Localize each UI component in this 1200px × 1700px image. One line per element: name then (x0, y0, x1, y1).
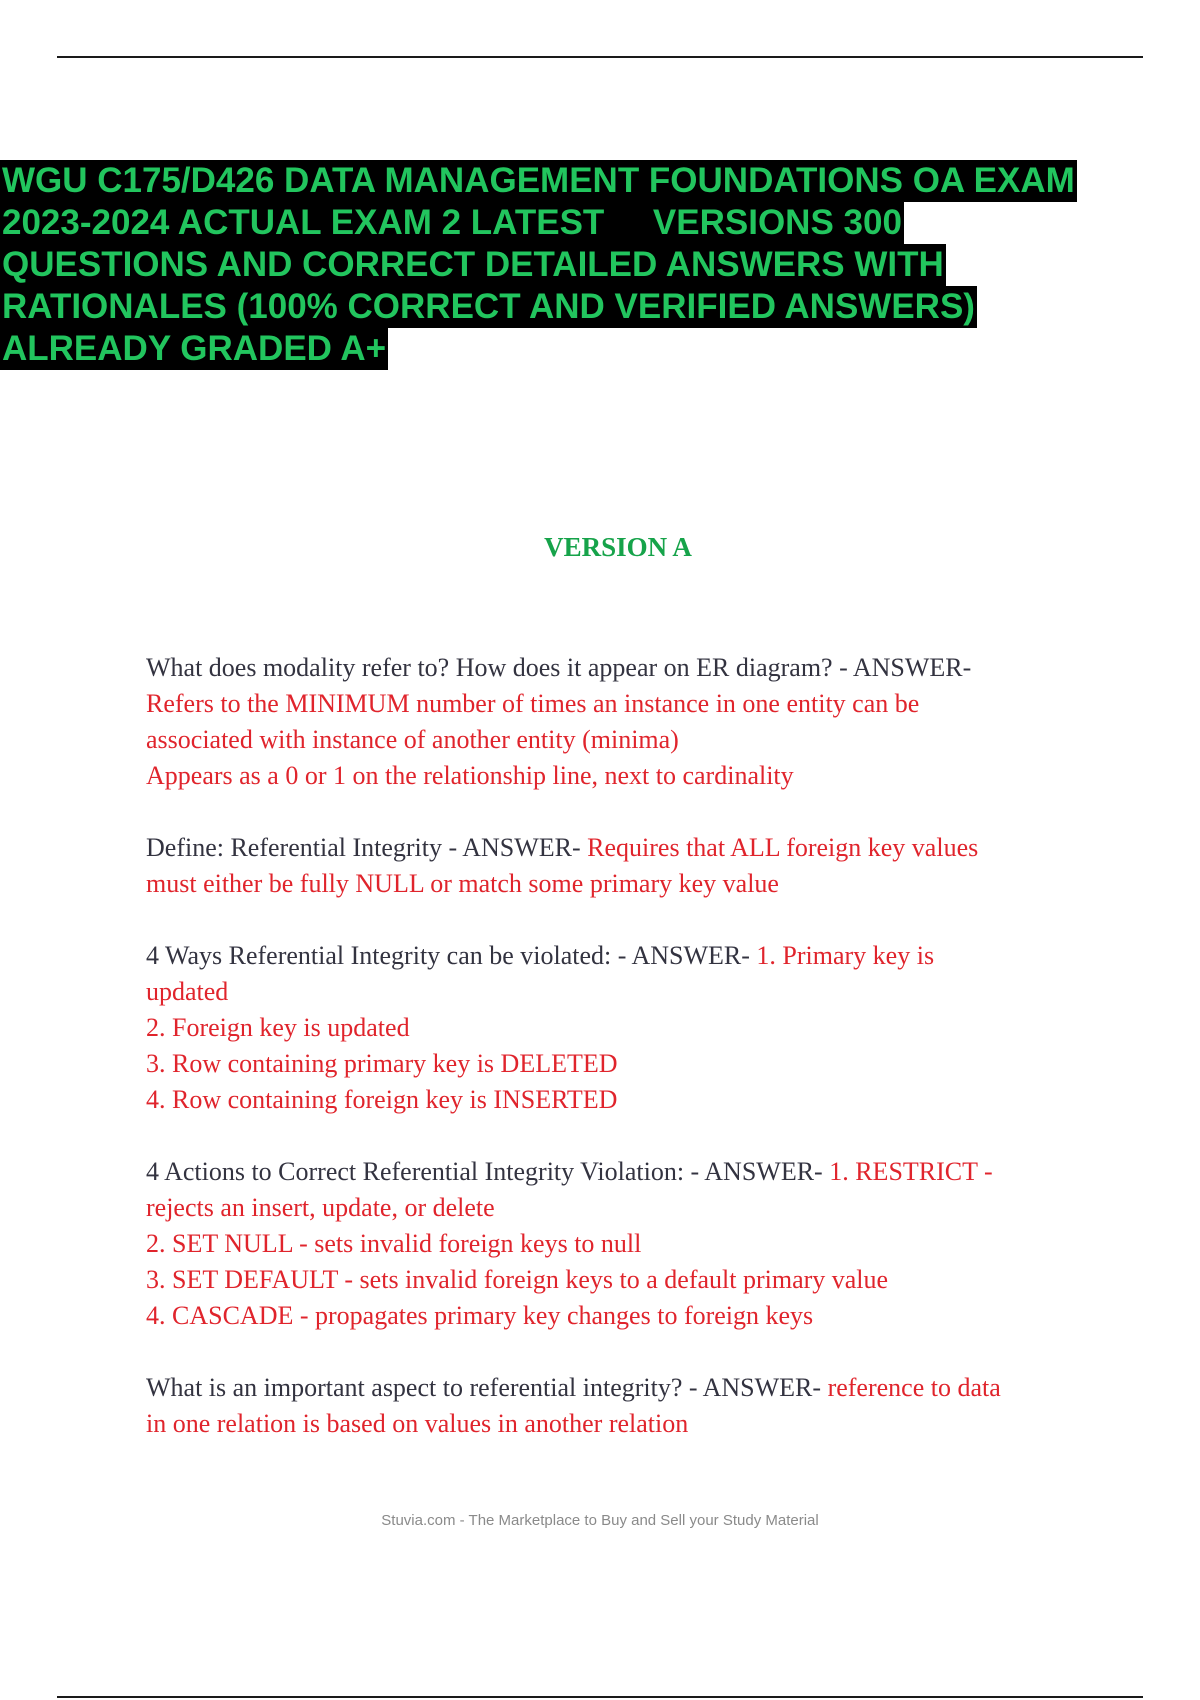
question-line (146, 1154, 1106, 1190)
answer-line: Appears as a 0 or 1 on the relationship line, next to cardinality (146, 761, 794, 790)
title-line: QUESTIONS AND CORRECT DETAILED ANSWERS WITH (2, 245, 944, 284)
question-line (146, 830, 1106, 866)
question-text: 4 Actions to Correct Referential Integrity Violation: - ANSWER- (146, 1157, 823, 1186)
answer-line: rejects an insert, update, or delete (146, 1193, 495, 1222)
answer-line: 2. SET NULL - sets invalid foreign keys to null (146, 1229, 642, 1258)
question-line (146, 1370, 1106, 1406)
title-line: WGU C175/D426 DATA MANAGEMENT FOUNDATIONS OA EXAM (2, 161, 1075, 200)
answer-inline: 1. RESTRICT - (822, 1157, 993, 1186)
answer-line: 2. Foreign key is updated (146, 1013, 410, 1042)
question-text: 4 Ways Referential Integrity can be violated: - ANSWER- (146, 941, 750, 970)
version-heading: VERSION A (544, 532, 692, 562)
qa-item (146, 938, 1106, 1118)
title-line: ALREADY GRADED A+ (2, 329, 387, 368)
answer-line: 4. Row containing foreign key is INSERTED (146, 1085, 618, 1114)
question-line (146, 650, 1106, 686)
answer-line: associated with instance of another entity (minima) (146, 725, 679, 754)
top-divider (57, 56, 1143, 58)
document-title (0, 160, 1150, 370)
question-line (146, 938, 1106, 974)
answer-line: 4. CASCADE - propagates primary key changes to foreign keys (146, 1301, 814, 1330)
answer-line: must either be fully NULL or match some primary key value (146, 869, 779, 898)
question-text: What is an important aspect to referential integrity? - ANSWER- (146, 1373, 822, 1402)
answer-line: in one relation is based on values in another relation (146, 1409, 689, 1438)
question-text: What does modality refer to? How does it appear on ER diagram? - ANSWER- (146, 653, 972, 682)
answer-line: Refers to the MINIMUM number of times an instance in one entity can be (146, 689, 920, 718)
answer-line: updated (146, 977, 229, 1006)
qa-item (146, 650, 1106, 794)
footer-text: Stuvia.com - The Marketplace to Buy and Sell your Study Material (381, 1512, 819, 1529)
qa-item (146, 830, 1106, 902)
bottom-divider (57, 1696, 1143, 1698)
qa-list (146, 650, 1106, 1478)
question-text: Define: Referential Integrity - ANSWER- (146, 833, 581, 862)
qa-item (146, 1370, 1106, 1442)
qa-item (146, 1154, 1106, 1334)
answer-line: 3. Row containing primary key is DELETED (146, 1049, 618, 1078)
answer-inline: Requires that ALL foreign key values (580, 833, 979, 862)
title-line: RATIONALES (100% CORRECT AND VERIFIED ANSWERS) (2, 287, 975, 326)
title-line: 2023-2024 ACTUAL EXAM 2 LATEST VERSIONS 300 (2, 203, 902, 242)
answer-inline: 1. Primary key is (749, 941, 935, 970)
answer-inline: reference to data (821, 1373, 1001, 1402)
answer-line: 3. SET DEFAULT - sets invalid foreign keys to a default primary value (146, 1265, 889, 1294)
